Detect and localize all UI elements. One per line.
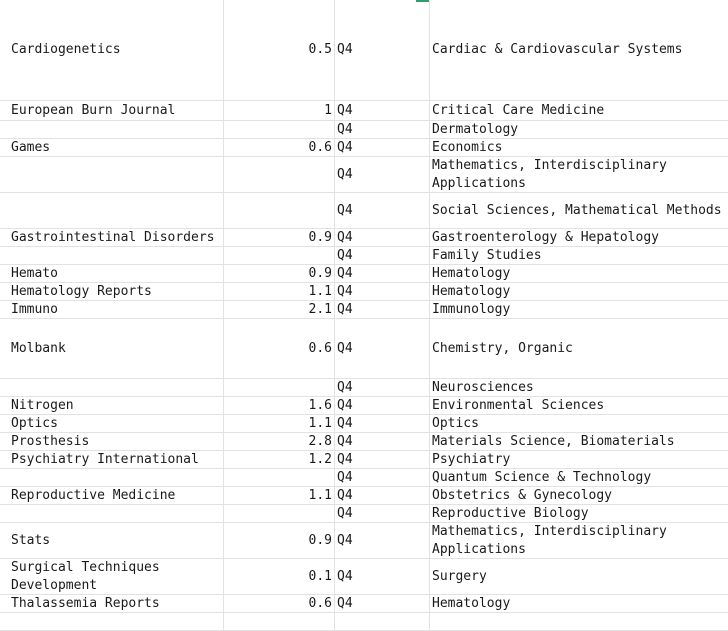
cell-impact-factor[interactable]: 0.9 <box>308 265 332 281</box>
cell-impact-factor[interactable]: 0.6 <box>308 595 332 611</box>
table-row <box>0 595 728 613</box>
cell-quartile[interactable]: Q4 <box>337 595 353 611</box>
cell-quartile[interactable]: Q4 <box>337 469 353 485</box>
cell-journal[interactable]: Optics <box>11 415 58 431</box>
cell-journal[interactable] <box>11 469 221 486</box>
cell-journal[interactable]: European Burn Journal <box>11 102 176 118</box>
table-row <box>0 139 728 157</box>
table-row <box>0 379 728 397</box>
cell-impact-factor[interactable]: 1.1 <box>308 487 332 503</box>
cell-journal[interactable]: Hematology Reports <box>11 283 152 299</box>
cell-category[interactable]: Environmental Sciences <box>432 397 605 413</box>
cell-quartile[interactable]: Q4 <box>337 202 353 218</box>
table-row <box>0 101 728 121</box>
cell-quartile[interactable]: Q4 <box>337 139 353 155</box>
cell-impact-factor[interactable] <box>226 157 332 192</box>
cell-journal[interactable] <box>11 121 221 138</box>
cell-impact-factor[interactable]: 0.6 <box>308 139 332 155</box>
table-row <box>0 247 728 265</box>
table-row <box>0 229 728 247</box>
table-row <box>0 451 728 469</box>
cell-impact-factor[interactable] <box>226 247 332 264</box>
cell-quartile[interactable]: Q4 <box>337 532 353 548</box>
cell-category[interactable]: Mathematics, Interdisciplinary Applications <box>432 523 675 557</box>
cell-category[interactable]: Immunology <box>432 301 511 317</box>
table-row <box>0 469 728 487</box>
cell-journal[interactable] <box>11 157 221 192</box>
cell-impact-factor[interactable]: 0.6 <box>308 340 332 356</box>
cell-journal[interactable]: Reproductive Medicine <box>11 487 176 503</box>
cell-quartile[interactable]: Q4 <box>337 283 353 299</box>
cell-quartile[interactable]: Q4 <box>337 451 353 467</box>
cell-journal[interactable]: Games <box>11 139 51 155</box>
table-row <box>0 0 728 101</box>
table-row <box>0 193 728 229</box>
cell-journal[interactable]: Cardiogenetics <box>11 42 121 57</box>
cell-impact-factor[interactable] <box>226 469 332 486</box>
cell-quartile[interactable]: Q4 <box>337 379 353 395</box>
cell-journal[interactable] <box>11 247 221 264</box>
cell-impact-factor[interactable]: 1.6 <box>308 397 332 413</box>
table-row <box>0 157 728 193</box>
cell-impact-factor[interactable]: 1.1 <box>308 415 332 431</box>
cell-quartile[interactable]: Q4 <box>337 42 353 57</box>
cell-category[interactable]: Hematology <box>432 265 511 281</box>
cell-category[interactable]: Optics <box>432 415 479 431</box>
cell-quartile[interactable]: Q4 <box>337 415 353 431</box>
table-row <box>0 613 728 631</box>
cell-impact-factor[interactable]: 0.1 <box>308 568 332 584</box>
cell-category[interactable]: Hematology <box>432 595 511 611</box>
table-row <box>0 559 728 595</box>
cell-journal[interactable]: Molbank <box>11 340 66 356</box>
cell-journal[interactable] <box>11 379 221 396</box>
cell-journal[interactable]: Psychiatry International <box>11 451 199 467</box>
cell-journal[interactable]: Hemato <box>11 265 58 281</box>
cell-impact-factor[interactable]: 1.1 <box>308 283 332 299</box>
cell-journal[interactable] <box>11 505 221 522</box>
cell-journal[interactable]: Immuno <box>11 301 58 317</box>
cell-category[interactable]: Critical Care Medicine <box>432 102 605 118</box>
cell-category[interactable]: Obstetrics & Gynecology <box>432 487 613 503</box>
table-row <box>0 301 728 319</box>
cell-quartile[interactable]: Q4 <box>337 265 353 281</box>
table-row <box>0 121 728 139</box>
cell-category[interactable]: Materials Science, Biomaterials <box>432 433 675 449</box>
cell-quartile[interactable]: Q4 <box>337 247 353 263</box>
cell-impact-factor[interactable] <box>226 379 332 396</box>
table-row <box>0 397 728 415</box>
cell-impact-factor[interactable]: 1.2 <box>308 451 332 467</box>
cell-quartile[interactable]: Q4 <box>337 102 353 118</box>
cell-quartile[interactable]: Q4 <box>337 433 353 449</box>
table-row <box>0 283 728 301</box>
cell-journal[interactable]: Gastrointestinal Disorders <box>11 229 215 245</box>
table-row <box>0 265 728 283</box>
cell-impact-factor[interactable] <box>226 121 332 138</box>
cell-quartile[interactable]: Q4 <box>337 229 353 245</box>
cell-journal[interactable]: Stats <box>11 532 51 548</box>
cell-journal[interactable]: Surgical Techniques Development <box>11 559 168 593</box>
cell-category[interactable]: Family Studies <box>432 247 542 263</box>
cell-journal[interactable] <box>11 193 221 228</box>
table-row <box>0 415 728 433</box>
cell-journal[interactable]: Nitrogen <box>11 397 74 413</box>
cell-quartile[interactable]: Q4 <box>337 340 353 356</box>
cell-impact-factor[interactable] <box>226 193 332 228</box>
cell-category[interactable]: Social Sciences, Mathematical Methods <box>432 202 722 218</box>
cell-impact-factor[interactable]: 0.9 <box>308 532 332 548</box>
cell-category[interactable]: Mathematics, Interdisciplinary Applications <box>432 157 675 191</box>
cell-category[interactable]: Reproductive Biology <box>432 505 589 521</box>
cell-impact-factor[interactable] <box>226 505 332 522</box>
cell-quartile[interactable]: Q4 <box>337 166 353 182</box>
table-row <box>0 523 728 559</box>
cell-impact-factor[interactable]: 2.8 <box>308 433 332 449</box>
cell-impact-factor[interactable]: 1 <box>324 102 332 118</box>
cell-impact-factor[interactable]: 0.9 <box>308 229 332 245</box>
cell-quartile[interactable]: Q4 <box>337 301 353 317</box>
table-row <box>0 487 728 505</box>
cell-quartile[interactable]: Q4 <box>337 487 353 503</box>
cell-category[interactable]: Chemistry, Organic <box>432 340 573 356</box>
cell-category[interactable]: Quantum Science & Technology <box>432 469 652 485</box>
cell-category[interactable]: Surgery <box>432 568 487 584</box>
cell-journal[interactable]: Prosthesis <box>11 433 90 449</box>
cell-impact-factor[interactable]: 2.1 <box>308 301 332 317</box>
cell-category[interactable]: Gastroenterology & Hepatology <box>432 229 659 245</box>
cell-journal[interactable]: Thalassemia Reports <box>11 595 160 611</box>
cell-quartile[interactable]: Q4 <box>337 505 353 521</box>
cell-category[interactable]: Economics <box>432 139 503 155</box>
cell-category[interactable]: Dermatology <box>432 121 519 137</box>
table-row <box>0 433 728 451</box>
cell-quartile[interactable]: Q4 <box>337 397 353 413</box>
cell-category[interactable]: Hematology <box>432 283 511 299</box>
cell-quartile[interactable]: Q4 <box>337 121 353 137</box>
cell-quartile[interactable]: Q4 <box>337 568 353 584</box>
table-row <box>0 505 728 523</box>
cell-category[interactable]: Neurosciences <box>432 379 534 395</box>
cell-category[interactable]: Cardiac & Cardiovascular Systems <box>432 42 683 57</box>
cell-category[interactable]: Psychiatry <box>432 451 511 467</box>
cell-impact-factor[interactable]: 0.5 <box>308 42 332 57</box>
table-row <box>0 319 728 379</box>
